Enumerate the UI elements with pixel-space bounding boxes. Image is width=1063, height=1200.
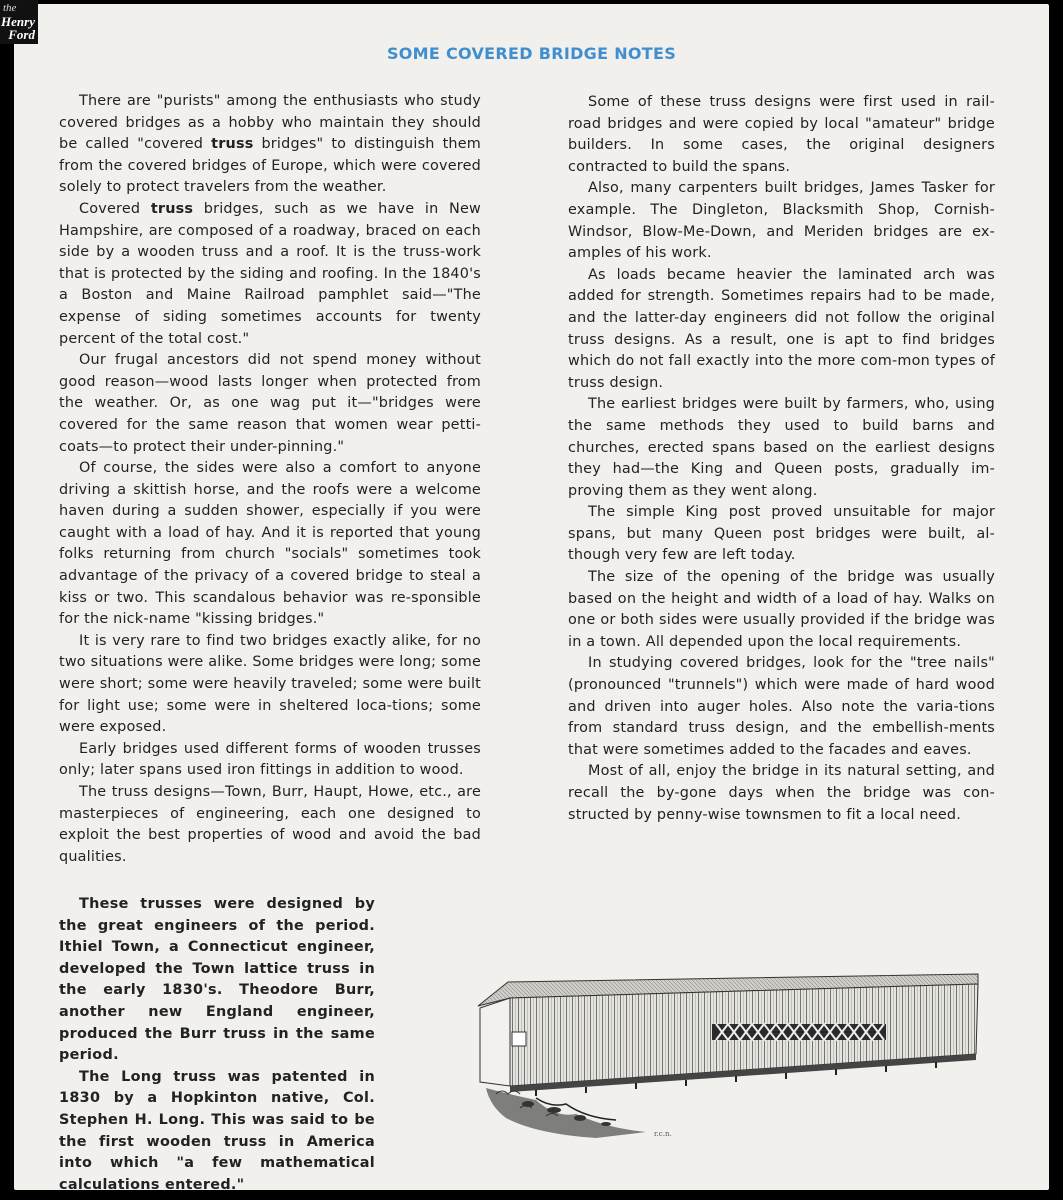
- covered-bridge-illustration: [476, 968, 988, 1140]
- paragraph: There are "purists" among the enthusiasts who study covered bridges as a hobby who maintain they should be called "covered truss bridges" to distinguish them from the covered bridges of Europe, which were covered solely to protect travelers from the weather.: [59, 93, 482, 196]
- logo-line-3: Ford: [8, 27, 35, 42]
- page-title: SOME COVERED BRIDGE NOTES: [386, 44, 677, 63]
- paragraph: In studying covered bridges, look for the "tree nails" (pronounced "trunnels") which were made of hard wood and driven into auger holes. Also note the varia-tions from standard truss design, and the embellish-ments that were sometimes added to the facades and eaves.: [568, 655, 995, 758]
- logo-line-2: Henry: [1, 14, 35, 29]
- paragraph: Of course, the sides were also a comfort to anyone driving a skittish horse, and the roofs were a welcome haven during a sudden shower, especially if you were caught with a load of hay. And it is reported that young folks returning from church "socials" sometimes took advantage of the privacy of a covered bridge to steal a kiss or two. This scandalous behavior was re-sponsible for the nick-name "kissing bridges.": [59, 460, 481, 628]
- left-bottom-column: [59, 894, 375, 1196]
- paragraph: Most of all, enjoy the bridge in its natural setting, and recall the by-gone days when the bridge was con-structed by penny-wise townsmen to fit a local need.: [568, 763, 995, 823]
- paragraph: Covered truss bridges, such as we have in New Hampshire, are composed of a roadway, braced on each side by a wooden truss and a roof. It is the truss-work that is protected by the siding and roofing. In the 1840's a Boston and Maine Railroad pamphlet said—"The expense of siding sometimes accounts for twenty percent of the total cost.": [59, 200, 481, 347]
- paragraph: The truss designs—Town, Burr, Haupt, Howe, etc., are masterpieces of engineering, each one designed to exploit the best properties of wood and avoid the bad qualities.: [59, 784, 481, 865]
- paragraph: The earliest bridges were built by farmers, who, using the same methods they used to build barns and churches, erected spans based on the earliest designs they had—the King and Queen posts, gradually im-proving them as they went along.: [568, 396, 995, 499]
- left-column: [59, 91, 481, 868]
- henry-ford-logo: [0, 0, 38, 44]
- paragraph: The size of the opening of the bridge was usually based on the height and width of a load of hay. Walks on one or both sides were usually provided if the bridge was in a town. All depended upon the local requirements.: [568, 569, 995, 650]
- paragraph: As loads became heavier the laminated arch was added for strength. Sometimes repairs had to be made, and the latter-day engineers did not follow the original truss designs. As a result, one is apt to find bridges which do not fall exactly into the more com-mon types of truss design.: [568, 266, 995, 391]
- artist-signature: r.c.n.: [654, 1130, 672, 1138]
- paragraph: These trusses were designed by the great engineers of the period. Ithiel Town, a Connecticut engineer, developed the Town lattice truss in the early 1830's. Theodore Burr, another new England engineer, produced the Burr truss in the same period.: [59, 896, 375, 1064]
- paragraph: It is very rare to find two bridges exactly alike, for no two situations were alike. Some bridges were long; some were short; some were heavily traveled; some were built for light use; some were in sheltered loca-tions; some were exposed.: [59, 632, 481, 736]
- paragraph: Some of these truss designs were first used in rail-road bridges and were copied by local "amateur" bridge builders. In some cases, the original designers contracted to build the spans.: [568, 94, 995, 175]
- paragraph: The Long truss was patented in 1830 by a Hopkinton native, Col. Stephen H. Long. This was said to be the first wooden truss in America into which "a few mathematical calculations entered.": [59, 1068, 375, 1193]
- logo-line-1: the: [3, 2, 17, 14]
- paragraph: The simple King post proved unsuitable for major spans, but many Queen post bridges were built, al-though very few are left today.: [568, 504, 995, 564]
- paragraph: Also, many carpenters built bridges, James Tasker for example. The Dingleton, Blacksmith Shop, Cornish-Windsor, Blow-Me-Down, and Meriden bridges are ex-amples of his work.: [568, 180, 995, 262]
- right-column: [568, 92, 995, 826]
- paragraph: Our frugal ancestors did not spend money without good reason—wood lasts longer when protected from the weather. Or, as one wag put it—"bridges were covered for the same reason that women wear petti-coats—to protect their under-pinning.": [59, 352, 481, 455]
- paragraph: Early bridges used different forms of wooden trusses only; later spans used iron fittings in addition to wood.: [59, 740, 481, 779]
- lattice-window: [712, 1024, 886, 1040]
